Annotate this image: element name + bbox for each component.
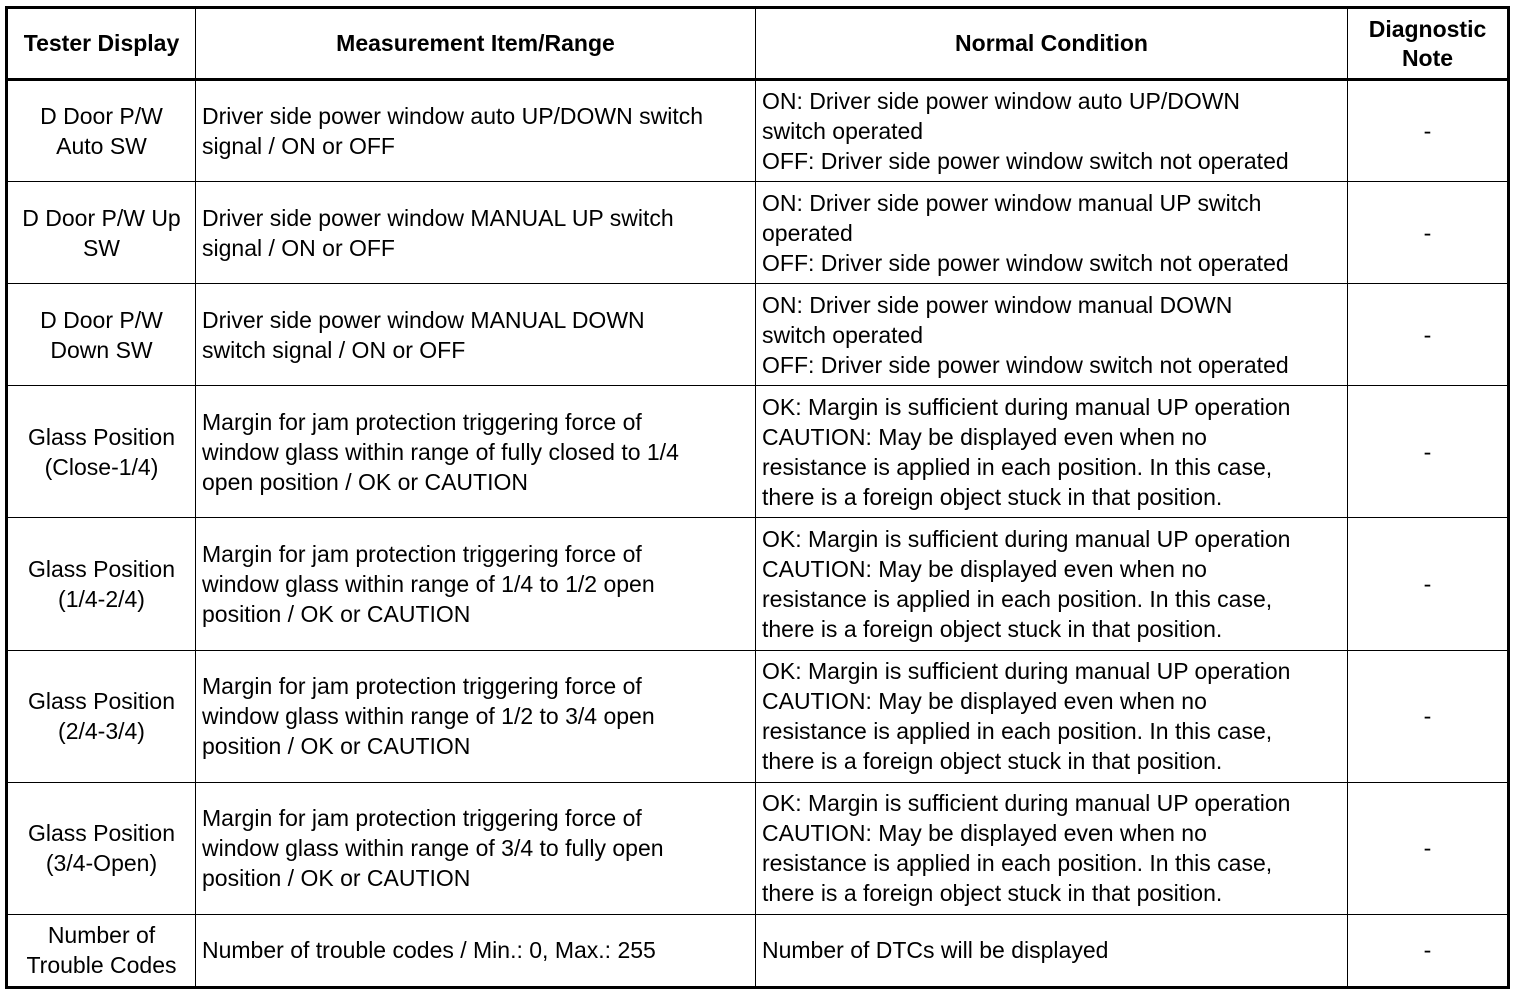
measurement-line: signal / ON or OFF bbox=[202, 133, 395, 160]
normal-condition-line: CAUTION: May be displayed even when no bbox=[762, 688, 1207, 715]
measurement-cell bbox=[196, 386, 756, 518]
table-row bbox=[7, 518, 1509, 650]
diagnostic-note-cell: - bbox=[1348, 182, 1509, 284]
normal-condition-cell bbox=[756, 650, 1348, 782]
normal-condition-line: there is a foreign object stuck in that position. bbox=[762, 616, 1223, 643]
measurement-cell bbox=[196, 914, 756, 987]
normal-condition-line: Number of DTCs will be displayed bbox=[762, 937, 1109, 964]
tester-display-cell bbox=[7, 80, 196, 182]
header-tester-display: Tester Display bbox=[7, 8, 196, 80]
measurement-line: position / OK or CAUTION bbox=[202, 601, 471, 628]
normal-condition-line: ON: Driver side power window manual DOWN bbox=[762, 291, 1233, 318]
tester-display-cell bbox=[7, 182, 196, 284]
normal-condition-line: resistance is applied in each position. In this case, bbox=[762, 850, 1273, 877]
measurement-line: window glass within range of 1/4 to 1/2 open bbox=[202, 571, 655, 598]
tester-display-cell bbox=[7, 284, 196, 386]
tester-display-line: Number of bbox=[47, 922, 156, 949]
header-diagnostic-note-line: Diagnostic bbox=[1368, 15, 1487, 42]
measurement-line: open position / OK or CAUTION bbox=[202, 468, 528, 495]
measurement-line: signal / ON or OFF bbox=[202, 234, 395, 261]
measurement-cell bbox=[196, 650, 756, 782]
normal-condition-line: resistance is applied in each position. In this case, bbox=[762, 718, 1273, 745]
diagnostic-note-cell: - bbox=[1348, 284, 1509, 386]
measurement-line: Driver side power window auto UP/DOWN switch bbox=[202, 103, 704, 130]
measurement-cell bbox=[196, 518, 756, 650]
normal-condition-line: ON: Driver side power window auto UP/DOWN bbox=[762, 88, 1241, 115]
tester-display-cell bbox=[7, 650, 196, 782]
tester-display-line: D Door P/W bbox=[40, 103, 163, 130]
normal-condition-line: resistance is applied in each position. In this case, bbox=[762, 586, 1273, 613]
tester-display-line: D Door P/W Up bbox=[22, 204, 181, 231]
normal-condition-line: OK: Margin is sufficient during manual UP operation bbox=[762, 393, 1291, 420]
tester-display-line: (2/4-3/4) bbox=[58, 718, 145, 745]
measurement-line: Margin for jam protection triggering force of bbox=[202, 408, 642, 435]
measurement-line: position / OK or CAUTION bbox=[202, 865, 471, 892]
normal-condition-line: OFF: Driver side power window switch not operated bbox=[762, 148, 1289, 175]
normal-condition-line: OK: Margin is sufficient during manual UP operation bbox=[762, 658, 1291, 685]
header-measurement-item: Measurement Item/Range bbox=[196, 8, 756, 80]
tester-display-line: (3/4-Open) bbox=[45, 850, 158, 877]
normal-condition-cell bbox=[756, 782, 1348, 914]
tester-display-line: Trouble Codes bbox=[26, 952, 177, 979]
diagnostic-note-cell: - bbox=[1348, 650, 1509, 782]
normal-condition-line: there is a foreign object stuck in that position. bbox=[762, 748, 1223, 775]
tester-display-line: SW bbox=[82, 234, 121, 261]
normal-condition-cell bbox=[756, 182, 1348, 284]
table-row bbox=[7, 782, 1509, 914]
measurement-line: window glass within range of fully closed to 1/4 bbox=[202, 438, 679, 465]
normal-condition-line: switch operated bbox=[762, 118, 924, 145]
tester-display-line: Glass Position bbox=[27, 556, 175, 583]
normal-condition-cell bbox=[756, 914, 1348, 987]
table-row bbox=[7, 386, 1509, 518]
normal-condition-line: CAUTION: May be displayed even when no bbox=[762, 820, 1207, 847]
diagnostic-note-cell: - bbox=[1348, 782, 1509, 914]
measurement-line: window glass within range of 1/2 to 3/4 open bbox=[202, 703, 655, 730]
tester-display-line: Glass Position bbox=[27, 688, 175, 715]
measurement-line: Margin for jam protection triggering force of bbox=[202, 805, 642, 832]
measurement-cell bbox=[196, 80, 756, 182]
diagnostic-note-cell: - bbox=[1348, 386, 1509, 518]
normal-condition-line: OK: Margin is sufficient during manual UP operation bbox=[762, 526, 1291, 553]
measurement-cell bbox=[196, 182, 756, 284]
table-row bbox=[7, 80, 1509, 182]
data-list-table bbox=[5, 6, 1510, 989]
measurement-line: window glass within range of 3/4 to fully open bbox=[202, 835, 664, 862]
header-diagnostic-note bbox=[1348, 8, 1509, 80]
diagnostic-note-cell: - bbox=[1348, 518, 1509, 650]
diagnostic-note-cell: - bbox=[1348, 80, 1509, 182]
tester-display-cell bbox=[7, 914, 196, 987]
table-row bbox=[7, 284, 1509, 386]
table-row bbox=[7, 650, 1509, 782]
measurement-line: Margin for jam protection triggering force of bbox=[202, 673, 642, 700]
tester-display-line: D Door P/W bbox=[40, 306, 163, 333]
normal-condition-line: there is a foreign object stuck in that position. bbox=[762, 483, 1223, 510]
tester-display-line: (1/4-2/4) bbox=[58, 586, 145, 613]
tester-display-cell bbox=[7, 386, 196, 518]
diagnostic-note-cell: - bbox=[1348, 914, 1509, 987]
normal-condition-line: ON: Driver side power window manual UP switch bbox=[762, 189, 1262, 216]
tester-display-line: Glass Position bbox=[27, 820, 175, 847]
tester-display-line: Auto SW bbox=[56, 133, 147, 160]
measurement-line: Driver side power window MANUAL DOWN bbox=[202, 306, 645, 333]
normal-condition-line: OFF: Driver side power window switch not operated bbox=[762, 351, 1289, 378]
tester-display-cell bbox=[7, 518, 196, 650]
normal-condition-line: there is a foreign object stuck in that position. bbox=[762, 880, 1223, 907]
header-normal-condition: Normal Condition bbox=[756, 8, 1348, 80]
measurement-line: Margin for jam protection triggering force of bbox=[202, 541, 642, 568]
normal-condition-line: switch operated bbox=[762, 321, 924, 348]
normal-condition-line: resistance is applied in each position. In this case, bbox=[762, 453, 1273, 480]
normal-condition-cell bbox=[756, 80, 1348, 182]
measurement-line: position / OK or CAUTION bbox=[202, 733, 471, 760]
normal-condition-line: OK: Margin is sufficient during manual UP operation bbox=[762, 790, 1291, 817]
tester-display-line: Down SW bbox=[50, 336, 153, 363]
table-row bbox=[7, 182, 1509, 284]
header-diagnostic-note-line: Note bbox=[1401, 44, 1454, 71]
normal-condition-cell bbox=[756, 284, 1348, 386]
normal-condition-line: operated bbox=[762, 219, 853, 246]
tester-display-line: (Close-1/4) bbox=[44, 453, 159, 480]
normal-condition-cell bbox=[756, 386, 1348, 518]
normal-condition-cell bbox=[756, 518, 1348, 650]
tester-display-line: Glass Position bbox=[27, 423, 175, 450]
header-row bbox=[7, 8, 1509, 80]
measurement-line: Number of trouble codes / Min.: 0, Max.: 255 bbox=[202, 937, 656, 964]
measurement-line: Driver side power window MANUAL UP switch bbox=[202, 204, 674, 231]
measurement-cell bbox=[196, 284, 756, 386]
normal-condition-line: CAUTION: May be displayed even when no bbox=[762, 423, 1207, 450]
measurement-cell bbox=[196, 782, 756, 914]
normal-condition-line: OFF: Driver side power window switch not operated bbox=[762, 249, 1289, 276]
tester-display-cell bbox=[7, 782, 196, 914]
measurement-line: switch signal / ON or OFF bbox=[202, 336, 466, 363]
normal-condition-line: CAUTION: May be displayed even when no bbox=[762, 556, 1207, 583]
table-row bbox=[7, 914, 1509, 987]
